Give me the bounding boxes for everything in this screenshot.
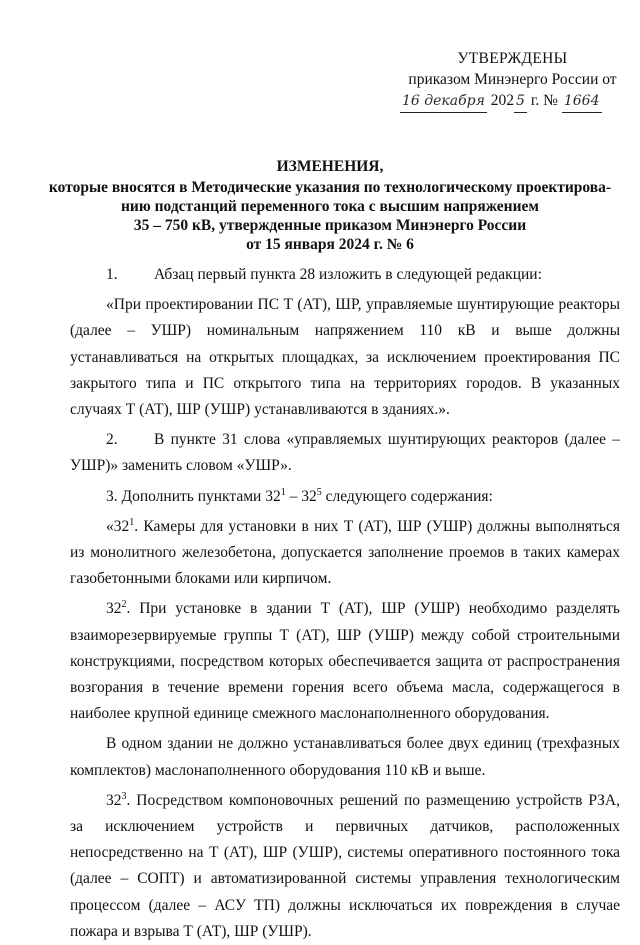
p323-prefix: 32	[106, 791, 122, 809]
approval-stamp	[400, 48, 625, 113]
item-1-quote: «При проектировании ПС Т (АТ), ШР, управляемые шунтирующие реакторы (далее – УШР) номинальным напряжением 110 кВ и выше должны устанавливаться на открытых площадках, за исключением проектирования ПС закрытого типа и ПС открытого типа на территориях городов. В указанных случаях Т (АТ), ШР (УШР) устанавливаются в зданиях.».	[70, 296, 620, 419]
p321-prefix: «32	[106, 517, 130, 535]
handwritten-year-digit: 5	[514, 91, 527, 113]
approval-order-line: приказом Минэнерго России от	[408, 71, 617, 88]
paragraph-32-3	[70, 788, 620, 945]
item-2	[70, 427, 620, 479]
item-3-prefix: 3. Дополнить пунктами 32	[106, 487, 281, 505]
paragraph-32-1	[70, 514, 620, 593]
title-heading: ИЗМЕНЕНИЯ,	[276, 158, 384, 175]
year-prefix: 202	[490, 92, 515, 109]
paragraph-32-2-b: В одном здании не должно устанавливаться более двух единиц (трехфазных комплектов) маслонаполненного оборудования 110 кВ и выше.	[70, 735, 620, 779]
item-2-number: 2.	[106, 431, 118, 449]
document-body	[70, 262, 620, 945]
handwritten-date: 16 декабря	[400, 91, 487, 113]
p322-sup: 2	[121, 599, 127, 611]
item-3-sup-2: 5	[316, 486, 322, 498]
handwritten-order-number: 1664	[562, 91, 602, 113]
item-1-text: Абзац первый пункта 28 изложить в следующей редакции:	[154, 266, 542, 283]
item-3-sup-1: 1	[280, 486, 286, 498]
order-number-label: г. №	[526, 92, 562, 109]
title-line-4: от 15 января 2024 г. № 6	[246, 236, 414, 253]
title-line-3: 35 – 750 кВ, утвержденные приказом Минэнерго России	[133, 217, 527, 234]
item-2-text: В пункте 31 слова «управляемых шунтирующих реакторов (далее – УШР)» заменить словом «УШР».	[70, 431, 620, 475]
p322-text: . При установке в здании Т (АТ), ШР (УШР) необходимо разделять взаиморезервируемые группы Т (АТ), ШР (УШР) между собой строительными конструкциями, посредством которых обеспечивается защита от распространения возгорания в течение времени горения всего объема масла, содержащегося в наиболее крупной единице смежного маслонаполненного оборудования.	[70, 600, 620, 723]
item-1-number: 1.	[106, 266, 118, 283]
title-line-2: нию подстанций переменного тока с высшим напряжением	[121, 198, 539, 215]
document-title	[40, 157, 620, 254]
p321-text: . Камеры для установки в них Т (АТ), ШР (УШР) должны выполняться из монолитного железобетона, допускается заполнение проемов в таких камерах газобетонными блоками или кирпичом.	[70, 517, 620, 588]
p321-sup: 1	[129, 516, 135, 528]
item-3	[70, 484, 620, 510]
item-1	[70, 262, 620, 288]
item-3-suffix: следующего содержания:	[321, 487, 493, 505]
approval-title: УТВЕРЖДЕНЫ	[457, 50, 568, 67]
p322-prefix: 32	[106, 600, 122, 618]
approval-date-line	[400, 90, 625, 113]
item-3-mid: – 32	[285, 487, 317, 505]
paragraph-32-2	[70, 596, 620, 727]
p323-sup: 3	[121, 790, 127, 802]
title-line-1: которые вносятся в Методические указания по технологическому проектирова-	[48, 179, 612, 196]
p323-text: . Посредством компоновочных решений по размещению устройств РЗА, за исключением устройств и первичных датчиков, расположенных непосредственно на Т (АТ), ШР (УШР), системы оперативного постоянного тока (далее – СОПТ) и автоматизированной системы управления технологическим процессом (далее – АСУ ТП) должны исключаться их повреждения в случае пожара и взрыва Т (АТ), ШР (УШР).	[70, 791, 620, 940]
